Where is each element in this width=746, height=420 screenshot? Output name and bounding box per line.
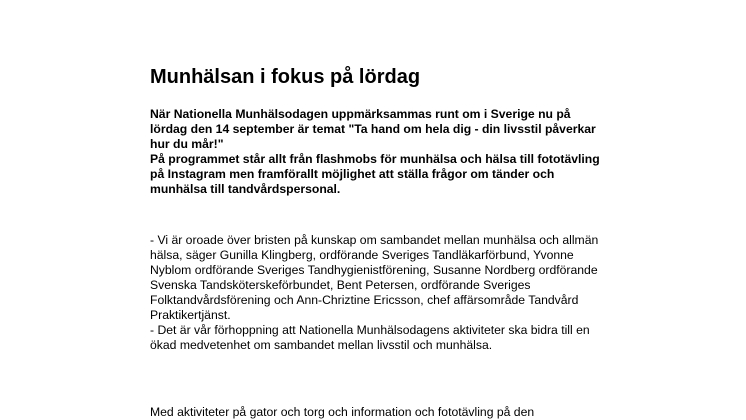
body-paragraph: - Det är vår förhoppning att Nationella Munhälsodagens aktiviteter ska bidra till en ökad medvetenhet om sambandet mellan livsstil och munhälsa. xyxy=(150,323,590,352)
page-title: Munhälsan i fokus på lördag xyxy=(150,66,421,88)
lead-paragraph: När Nationella Munhälsodagen uppmärksammas runt om i Sverige nu på lördag den 14 september är temat "Ta hand om hela dig - din livsstil påverkar hur du mår!" xyxy=(150,107,596,151)
lead-paragraph: På programmet står allt från flashmobs för munhälsa och hälsa till fototävling på Instagram men framförallt möjlighet att ställa frågor om tänder och munhälsa till tandvårdspersonal. xyxy=(150,152,600,196)
body-section xyxy=(150,233,600,353)
document-page xyxy=(150,0,600,419)
body-paragraph-cutoff: Med aktiviteter på gator och torg och information och fototävling på den xyxy=(150,405,535,419)
lead-section xyxy=(150,107,600,197)
body-paragraph: - Vi är oroade över bristen på kunskap om sambandet mellan munhälsa och allmän hälsa, säger Gunilla Klingberg, ordförande Sveriges Tandläkarförbund, Yvonne Nyblom ordförande Sveriges Tandhygienistförening, Susanne Nordberg ordförande Svenska Tandsköterskeförbundet, Bent Petersen, ordförande Sveriges Folktandvårdsförening och Ann-Chriztine Ericsson, chef affärsområde Tandvård Praktikertjänst. xyxy=(150,233,599,322)
